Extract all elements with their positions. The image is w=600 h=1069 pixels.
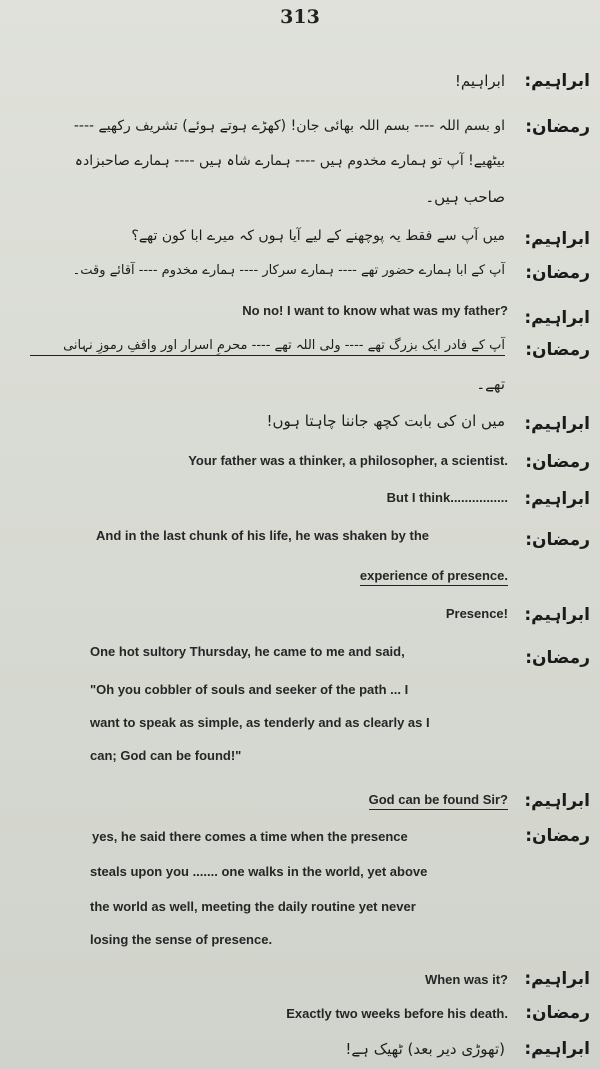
speaker-ramzan: رمضان: xyxy=(525,1003,590,1023)
speaker-ramzan: رمضان: xyxy=(525,263,590,283)
dialogue-line: آپ کے ابا ہمارے حضور تھے ---- ہمارے سرکار ---- ہمارے مخدوم ---- آقائے وقت۔ xyxy=(72,263,505,278)
dialogue-line: One hot sultory Thursday, he came to me and said, xyxy=(90,644,405,659)
speaker-ramzan: رمضان: xyxy=(525,826,590,846)
speaker-ibrahim: ابراہیم: xyxy=(524,489,590,509)
dialogue-line: Your father was a thinker, a philosopher, a scientist. xyxy=(188,453,508,468)
dialogue-line-underlined: experience of presence. xyxy=(360,568,508,586)
dialogue-line: تھے۔ xyxy=(476,375,505,393)
dialogue-line: can; God can be found!" xyxy=(90,748,242,763)
dialogue-line: (تھوڑی دیر بعد) ٹھیک ہے! xyxy=(345,1040,505,1058)
dialogue-line: بیٹھیے! آپ تو ہمارے مخدوم ہیں ---- ہمارے شاہ ہیں ---- ہمارے صاحبزادہ xyxy=(74,153,505,169)
dialogue-line: But I think................ xyxy=(386,490,508,505)
dialogue-line: میں آپ سے فقط یہ پوچھنے کے لیے آیا ہوں کہ میرے ابا کون تھے؟ xyxy=(131,228,505,244)
speaker-ramzan: رمضان: xyxy=(525,452,590,472)
dialogue-line-underlined: God can be found Sir? xyxy=(369,792,508,810)
speaker-ramzan: رمضان: xyxy=(525,340,590,360)
dialogue-line-underlined: آپ کے فادر ایک بزرگ تھے ---- ولی اللہ تھے ---- محرمِ اسرار اور واقفِ رموزِ نہانی xyxy=(30,338,505,356)
dialogue-line: When was it? xyxy=(424,972,508,987)
speaker-ibrahim: ابراہیم: xyxy=(524,71,590,91)
speaker-ibrahim: ابراہیم: xyxy=(524,229,590,249)
dialogue-line: No no! I want to know what was my father? xyxy=(242,303,508,318)
dialogue-line: yes, he said there comes a time when the presence xyxy=(92,829,408,844)
speaker-ramzan: رمضان: xyxy=(525,117,590,137)
dialogue-line: the world as well, meeting the daily routine yet never xyxy=(90,899,416,914)
dialogue-line: Presence! xyxy=(445,606,508,621)
dialogue-line: steals upon you ....... one walks in the world, yet above xyxy=(90,864,428,879)
dialogue-line: صاحب ہیں۔ xyxy=(425,188,505,206)
speaker-ibrahim: ابراہیم: xyxy=(524,308,590,328)
dialogue-line: losing the sense of presence. xyxy=(90,932,273,947)
dialogue-line: And in the last chunk of his life, he was shaken by the xyxy=(96,528,430,543)
speaker-ramzan: رمضان: xyxy=(525,530,590,550)
speaker-ibrahim: ابراہیم: xyxy=(524,791,590,811)
dialogue-line: "Oh you cobbler of souls and seeker of the path ... I xyxy=(90,682,409,697)
dialogue-line: ابراہیم! xyxy=(454,72,505,90)
page-number: 313 xyxy=(280,6,320,28)
speaker-ramzan: رمضان: xyxy=(525,648,590,668)
speaker-ibrahim: ابراہیم: xyxy=(524,605,590,625)
speaker-ibrahim: ابراہیم: xyxy=(524,414,590,434)
dialogue-line: او بسم اللہ ---- بسم اللہ بھائی جان! (کھڑے ہوتے ہوئے) تشریف رکھیے ---- xyxy=(73,118,505,134)
dialogue-line: want to speak as simple, as tenderly and as clearly as I xyxy=(90,715,430,730)
speaker-ibrahim: ابراہیم: xyxy=(524,969,590,989)
dialogue-line: میں ان کی بابت کچھ جاننا چاہتا ہوں! xyxy=(266,412,505,430)
speaker-ibrahim: ابراہیم: xyxy=(524,1039,590,1059)
dialogue-line: Exactly two weeks before his death. xyxy=(286,1006,508,1021)
